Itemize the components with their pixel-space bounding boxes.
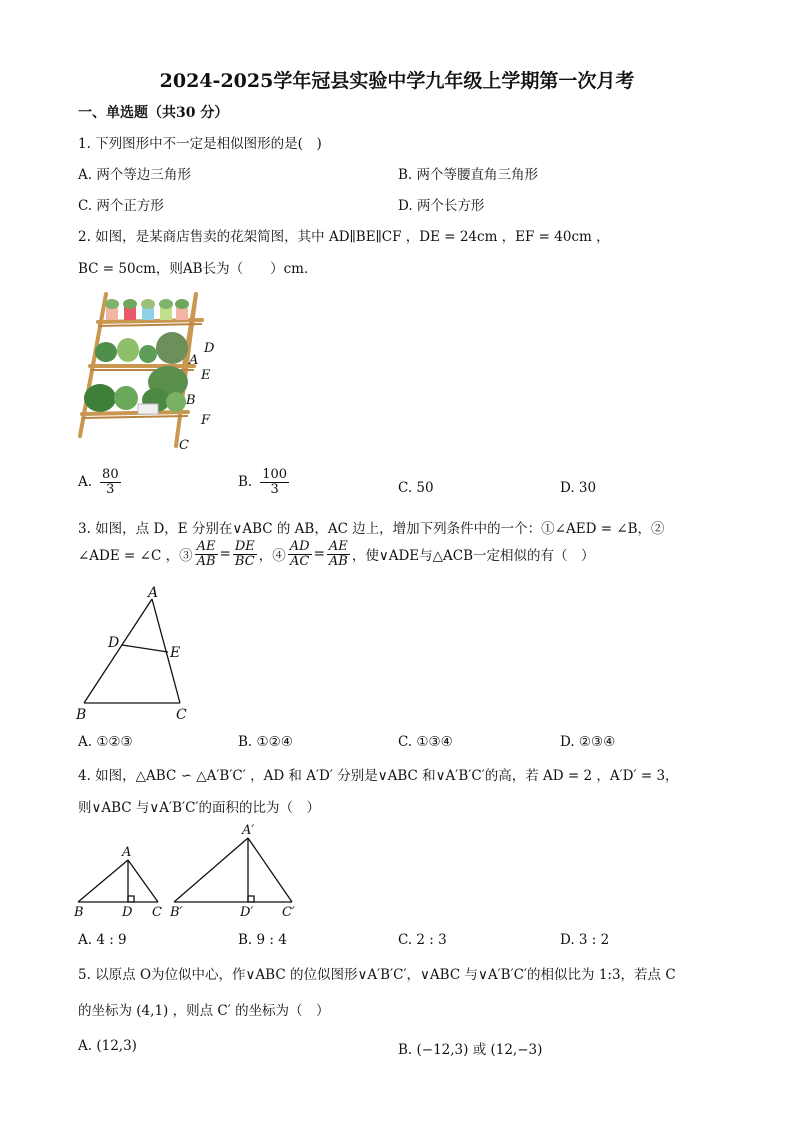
question-5-option-b[interactable]: B. (−12,3) 或 (12,−3) <box>398 1042 543 1058</box>
shelf-label-d: D <box>204 341 215 356</box>
fraction-ad-ac <box>288 540 312 568</box>
question-1-option-a[interactable]: A. 两个等边三角形 <box>78 167 191 183</box>
large-triangle-label-a: A′ <box>242 823 255 838</box>
question-2-option-d[interactable]: D. 30 <box>560 480 597 496</box>
fraction-de-bc <box>233 540 257 568</box>
fraction-denominator: AC <box>290 553 310 569</box>
small-triangle-label-b: B <box>74 905 84 920</box>
section-heading: 一、单选题（共30 分） <box>78 105 229 121</box>
question-2-option-a[interactable] <box>78 468 123 496</box>
fraction-numerator: AD <box>289 539 310 554</box>
vertex-label-d: D <box>108 635 120 651</box>
question-1-option-b[interactable]: B. 两个等腰直角三角形 <box>398 167 539 183</box>
fraction-denominator: AB <box>328 553 348 569</box>
small-triangle-label-a: A <box>122 845 132 860</box>
option-label: A. <box>78 474 93 491</box>
option-fraction <box>100 468 121 496</box>
question-3-line-2 <box>78 540 595 568</box>
fraction-numerator: DE <box>234 539 255 554</box>
vertex-label-b: B <box>76 707 87 723</box>
shelf-label-f: F <box>201 413 211 428</box>
fraction-denominator: AB <box>196 553 216 569</box>
triangle-ade-figure <box>70 583 200 723</box>
question-3-option-d[interactable]: D. ②③④ <box>560 734 616 750</box>
shelf-label-a: A <box>189 353 199 368</box>
question-4-line-1: 4. 如图，△ABC ∽ △A′B′C′ ，AD 和 A′D′ 分别是∨ABC 和∨A′B′C′的高，若 AD = 2 ，A′D′ = 3， <box>78 768 679 784</box>
vertex-label-a: A <box>148 585 159 601</box>
equals-sign: = <box>313 546 325 563</box>
small-triangle-label-d: D <box>122 905 133 920</box>
question-3-option-a[interactable]: A. ①②③ <box>78 734 133 750</box>
question-3-line-1: 3. 如图，点 D，E 分别在∨ABC 的 AB，AC 边上，增加下列条件中的一个：①∠AED = ∠B，② <box>78 521 665 537</box>
fraction-numerator: 100 <box>262 467 288 482</box>
fraction-numerator: AE <box>328 539 348 554</box>
flower-shelf-figure <box>76 286 224 454</box>
fraction-denominator: BC <box>234 553 255 569</box>
question-5-option-a[interactable]: A. (12,3) <box>78 1038 137 1054</box>
question-5-line-1: 5. 以原点 O为位似中心，作∨ABC 的位似图形∨A′B′C′，∨ABC 与∨A′B′C′的相似比为 1:3，若点 C <box>78 967 676 983</box>
shelf-label-b: B <box>186 393 196 408</box>
question-3-ending: ，使∨ADE与△ACB一定相似的有（ ） <box>351 548 595 565</box>
question-4-option-a[interactable]: A. 4 : 9 <box>78 932 127 948</box>
question-3-option-c[interactable]: C. ①③④ <box>398 734 453 750</box>
shelf-label-c: C <box>179 438 189 453</box>
option-label: B. <box>238 474 253 491</box>
page-title: 2024-2025学年冠县实验中学九年级上学期第一次月考 <box>159 70 635 92</box>
vertex-label-e: E <box>170 645 181 661</box>
option-fraction <box>260 468 289 496</box>
small-triangle-label-c: C <box>152 905 162 920</box>
question-4-option-d[interactable]: D. 3 : 2 <box>560 932 610 948</box>
large-triangle-label-b: B′ <box>170 905 183 920</box>
question-2-option-c[interactable]: C. 50 <box>398 480 434 496</box>
question-1-stem: 1. 下列图形中不一定是相似图形的是( ) <box>78 136 322 152</box>
question-4-option-c[interactable]: C. 2 : 3 <box>398 932 447 948</box>
question-4-line-2: 则∨ABC 与∨A′B′C′的面积的比为（ ） <box>78 800 320 816</box>
fraction-numerator: 80 <box>102 467 119 482</box>
large-triangle-label-c: C′ <box>282 905 295 920</box>
fraction-denominator: 3 <box>270 481 279 497</box>
condition-4-prefix: ，④ <box>258 548 286 565</box>
condition-2-text: ∠ADE = ∠C ，③ <box>78 548 193 565</box>
fraction-numerator: AE <box>196 539 216 554</box>
question-4-option-b[interactable]: B. 9 : 4 <box>238 932 287 948</box>
question-3-option-b[interactable]: B. ①②④ <box>238 734 293 750</box>
question-2-option-b[interactable] <box>238 468 291 496</box>
question-2-line-1: 2. 如图，是某商店售卖的花架简图，其中 AD∥BE∥CF ，DE = 24cm ，EF = 40cm ， <box>78 229 610 245</box>
vertex-label-c: C <box>176 707 187 723</box>
question-1-option-d[interactable]: D. 两个长方形 <box>398 198 485 214</box>
question-2-line-2: BC = 50cm，则AB长为（ ）cm． <box>78 261 318 277</box>
fraction-ae-ab <box>195 540 218 568</box>
similar-triangles-figure <box>70 820 310 922</box>
question-1-option-c[interactable]: C. 两个正方形 <box>78 198 164 214</box>
equals-sign: = <box>219 546 231 563</box>
large-triangle-label-d: D′ <box>240 905 254 920</box>
question-5-line-2: 的坐标为 (4,1) ，则点 C′ 的坐标为（ ） <box>78 1003 330 1019</box>
fraction-denominator: 3 <box>106 481 115 497</box>
shelf-label-e: E <box>201 368 211 383</box>
fraction-ae-ab-2 <box>327 540 350 568</box>
